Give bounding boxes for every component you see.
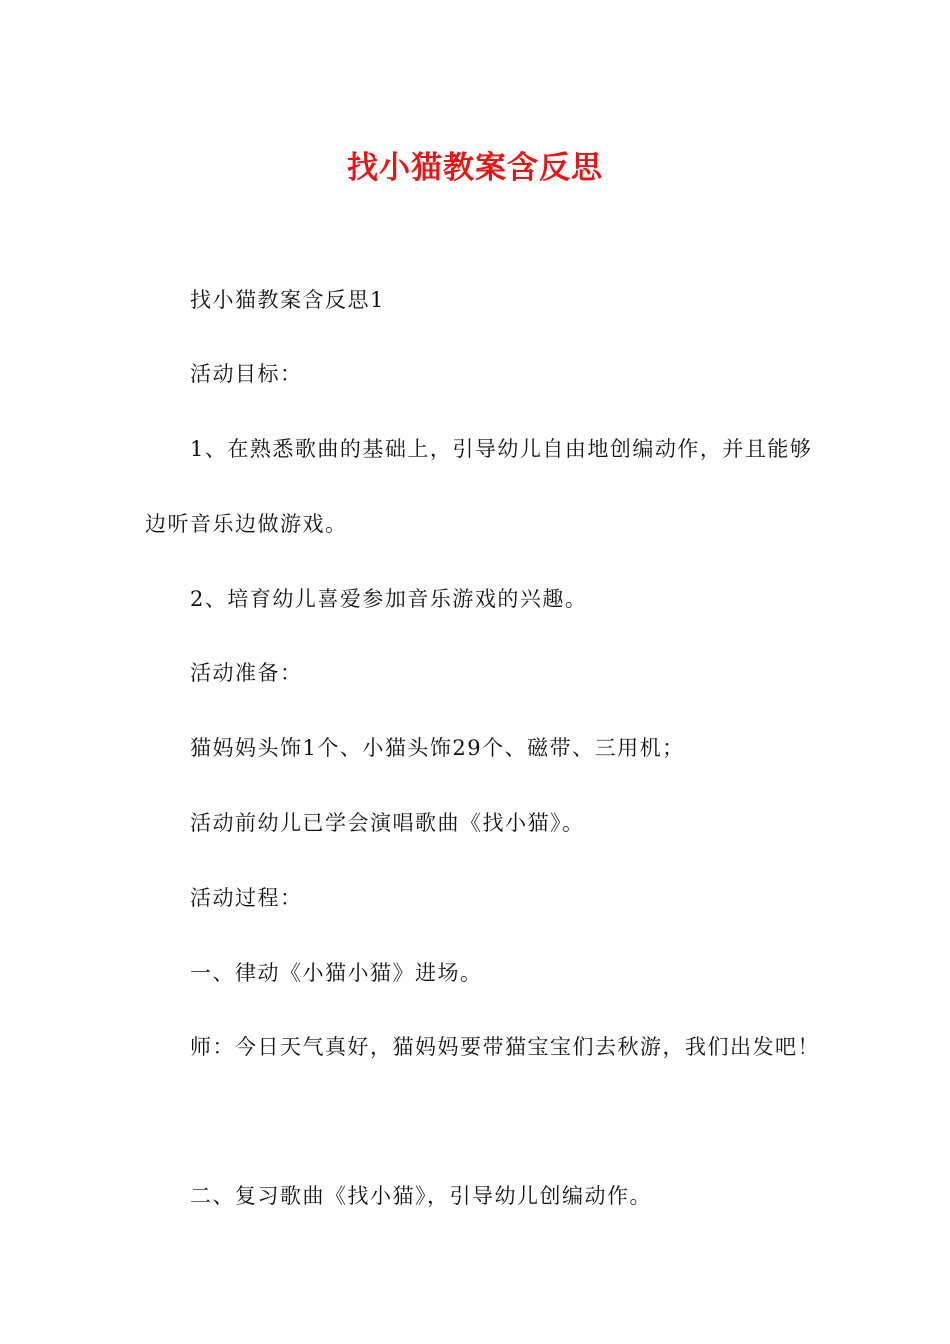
paragraph: 师：今日天气真好，猫妈妈要带猫宝宝们去秋游，我们出发吧！ bbox=[190, 1035, 820, 1059]
paragraph: 活动过程： bbox=[190, 886, 303, 910]
paragraph: 活动前幼儿已学会演唱歌曲《找小猫》。 bbox=[190, 811, 585, 835]
paragraph: 猫妈妈头饰1个、小猫头饰29个、磁带、三用机； bbox=[190, 736, 685, 760]
paragraph: 活动准备： bbox=[190, 661, 303, 685]
paragraph: 1、在熟悉歌曲的基础上，引导幼儿自由地创编动作，并且能够 bbox=[190, 437, 813, 461]
paragraph: 2、培育幼儿喜爱参加音乐游戏的兴趣。 bbox=[190, 587, 588, 611]
paragraph: 二、复习歌曲《找小猫》，引导幼儿创编动作。 bbox=[190, 1184, 652, 1208]
paragraph-continuation: 边听音乐边做游戏。 bbox=[145, 512, 348, 536]
section-heading: 找小猫教案含反思1 bbox=[190, 288, 385, 312]
paragraph: 一、律动《小猫小猫》进场。 bbox=[190, 961, 483, 985]
paragraph: 活动目标： bbox=[190, 362, 303, 386]
document-title: 找小猫教案含反思 bbox=[347, 150, 603, 186]
